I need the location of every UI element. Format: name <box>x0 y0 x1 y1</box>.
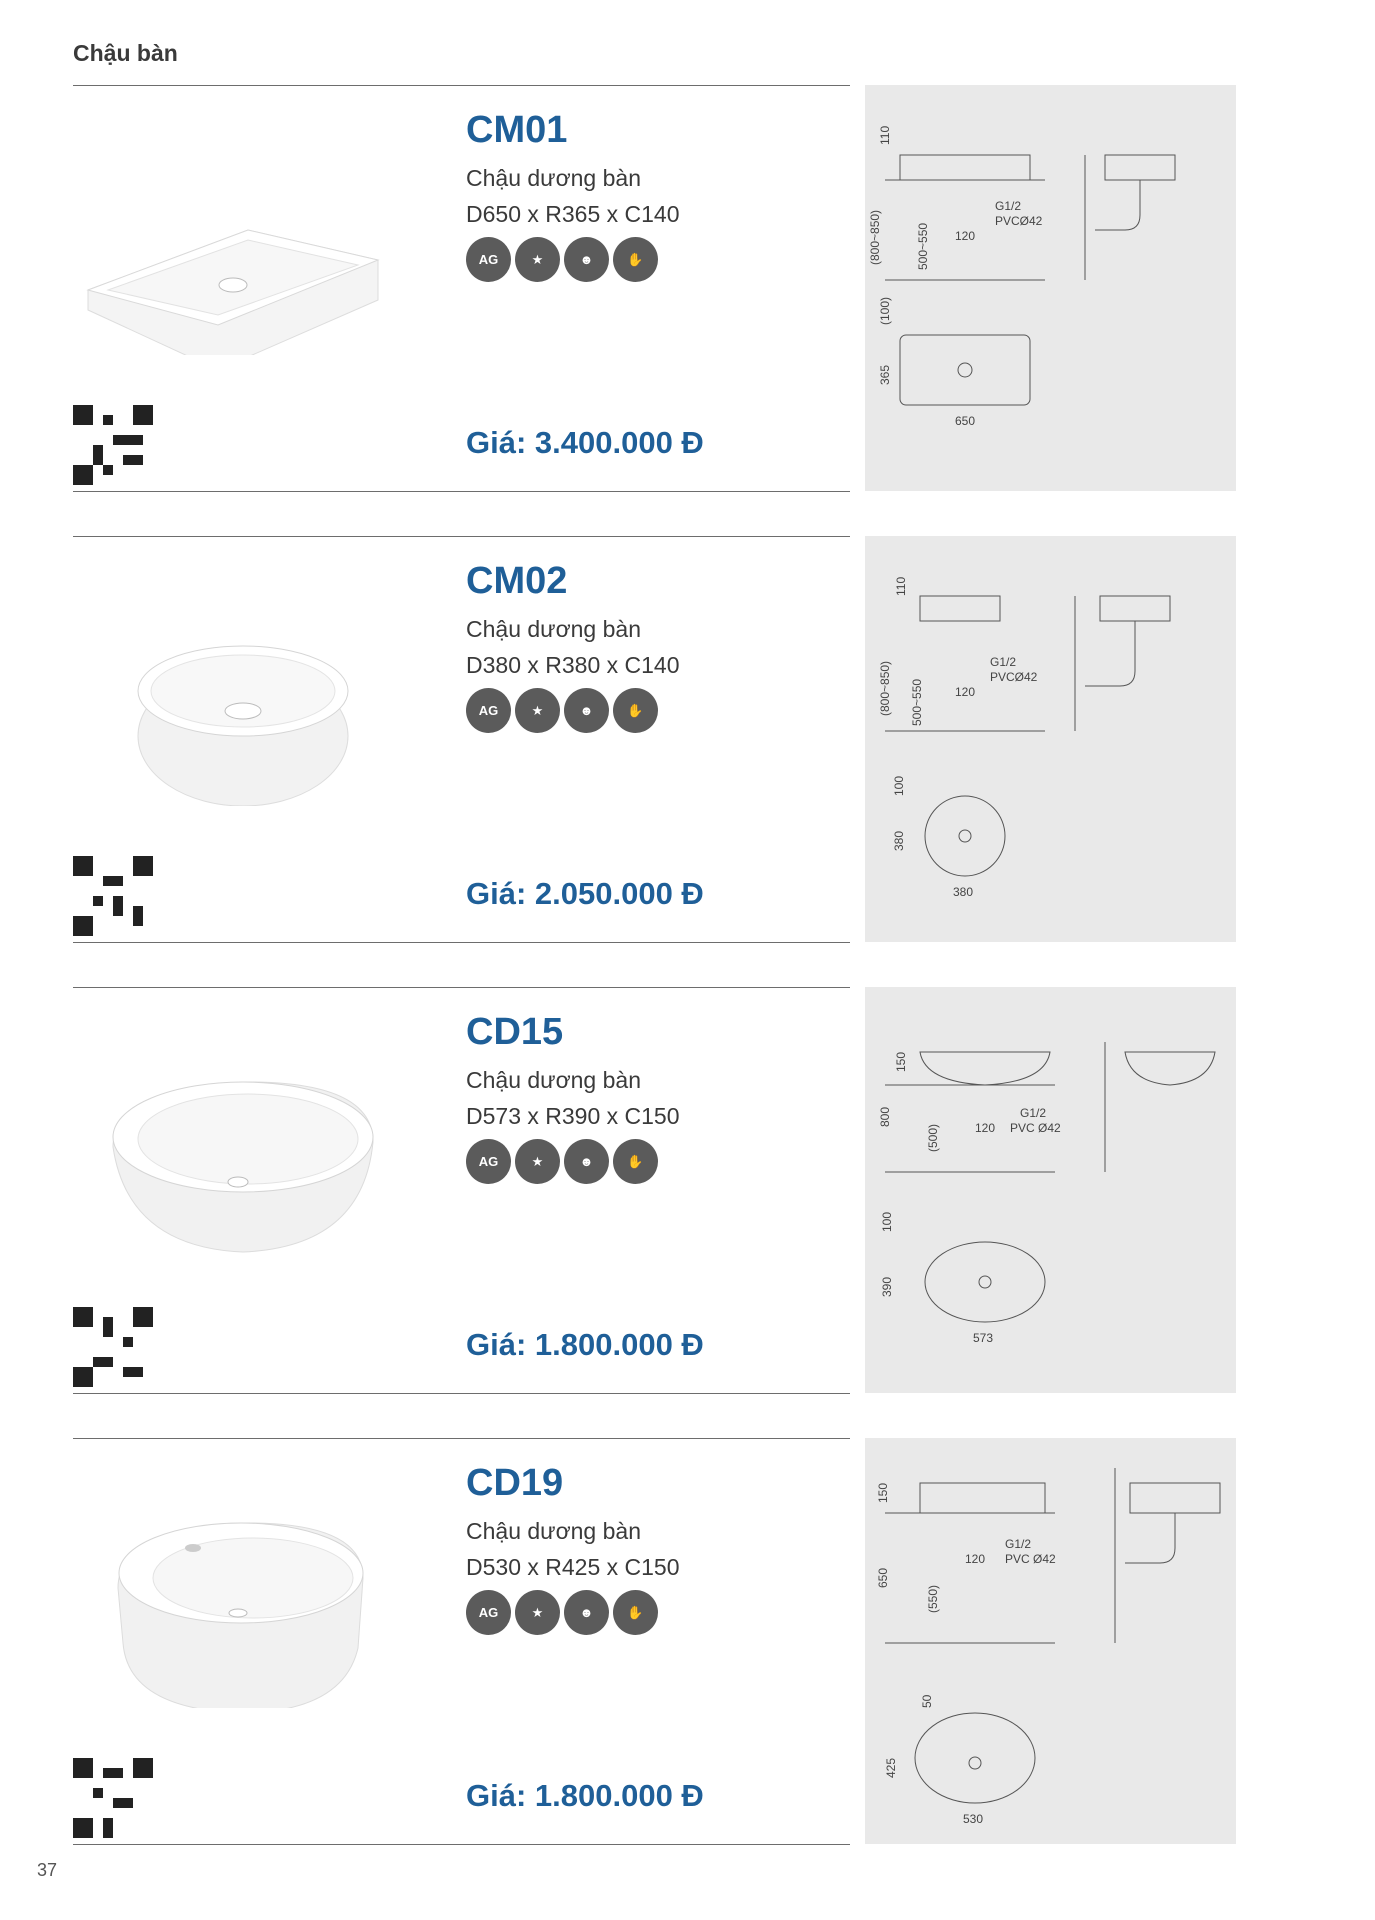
product-dimensions: D530 x R425 x C150 <box>466 1554 680 1580</box>
product-type: Chậu dương bàn <box>466 165 641 191</box>
hygiene-icon: ✋ <box>613 1139 658 1184</box>
dim-offset: 50 <box>920 1694 934 1708</box>
dim-h3: (550) <box>926 1584 940 1613</box>
dim-h4: 120 <box>975 1121 996 1135</box>
dim-pvc: PVC Ø42 <box>1005 1552 1056 1566</box>
dim-h4: 120 <box>955 229 976 243</box>
hygiene-icon: ✋ <box>613 688 658 733</box>
product-type: Chậu dương bàn <box>466 1067 641 1093</box>
ergonomic-icon: ☻ <box>564 1590 609 1635</box>
dim-width: 650 <box>955 414 976 428</box>
technical-drawing <box>865 85 1236 491</box>
easy-clean-icon: ★ <box>515 688 560 733</box>
dim-offset: (100) <box>878 296 892 325</box>
feature-badges <box>466 1139 658 1184</box>
basin-photo <box>73 1478 403 1708</box>
basin-photo <box>73 1027 403 1257</box>
qr-code <box>73 1307 153 1387</box>
product-cd15 <box>0 987 1375 1397</box>
ag-ceramic-icon: AG <box>466 688 511 733</box>
dim-h1: 110 <box>894 576 908 596</box>
section-title: Chậu bàn <box>73 40 178 66</box>
ergonomic-icon: ☻ <box>564 688 609 733</box>
product-price: Giá: 1.800.000 Đ <box>466 1778 704 1813</box>
basin-photo <box>73 125 403 355</box>
product-dimensions: D650 x R365 x C140 <box>466 201 680 227</box>
dim-h2: 650 <box>876 1567 890 1588</box>
dim-depth: 365 <box>878 364 892 385</box>
product-price: Giá: 3.400.000 Đ <box>466 425 704 460</box>
dim-h3: 500~550 <box>916 222 930 270</box>
divider <box>73 85 850 86</box>
product-dimensions: D380 x R380 x C140 <box>466 652 680 678</box>
product-type: Chậu dương bàn <box>466 616 641 642</box>
dim-g: G1/2 <box>1005 1537 1032 1551</box>
dim-g: G1/2 <box>995 199 1022 213</box>
dim-h1: 150 <box>876 1482 890 1503</box>
product-description <box>466 1062 680 1134</box>
ag-ceramic-icon: AG <box>466 1590 511 1635</box>
divider <box>73 1393 850 1394</box>
qr-code <box>73 405 153 485</box>
product-cm02 <box>0 536 1375 946</box>
product-type: Chậu dương bàn <box>466 1518 641 1544</box>
dim-offset: 100 <box>880 1211 894 1232</box>
qr-code <box>73 1758 153 1838</box>
qr-code <box>73 856 153 936</box>
product-price: Giá: 1.800.000 Đ <box>466 1327 704 1362</box>
dim-h2: (800~850) <box>878 660 892 716</box>
easy-clean-icon: ★ <box>515 1139 560 1184</box>
ag-ceramic-icon: AG <box>466 237 511 282</box>
divider <box>73 536 850 537</box>
product-dimensions: D573 x R390 x C150 <box>466 1103 680 1129</box>
dim-width: 573 <box>973 1331 994 1345</box>
technical-drawing <box>865 1438 1236 1844</box>
dim-depth: 425 <box>884 1757 898 1778</box>
feature-badges <box>466 1590 658 1635</box>
dim-h4: 120 <box>955 685 976 699</box>
ergonomic-icon: ☻ <box>564 1139 609 1184</box>
basin-photo <box>73 576 403 806</box>
product-description <box>466 160 680 232</box>
divider <box>73 491 850 492</box>
dim-h1: 150 <box>894 1051 908 1072</box>
divider <box>73 1844 850 1845</box>
dim-h3: 500~550 <box>910 678 924 726</box>
product-cd19 <box>0 1438 1375 1848</box>
page-number: 37 <box>37 1860 58 1880</box>
dim-h4: 120 <box>965 1552 986 1566</box>
product-description <box>466 611 680 683</box>
easy-clean-icon: ★ <box>515 1590 560 1635</box>
hygiene-icon: ✋ <box>613 237 658 282</box>
technical-drawing <box>865 536 1236 942</box>
dim-pvc: PVCØ42 <box>990 670 1038 684</box>
product-code: CM01 <box>466 109 568 151</box>
technical-drawing <box>865 987 1236 1393</box>
dim-h1: 110 <box>878 125 892 145</box>
product-code: CD15 <box>466 1011 564 1053</box>
dim-depth: 390 <box>880 1276 894 1297</box>
dim-width: 530 <box>963 1812 984 1826</box>
dim-h2: (800~850) <box>868 209 882 265</box>
feature-badges <box>466 237 658 282</box>
product-price: Giá: 2.050.000 Đ <box>466 876 704 911</box>
product-code: CD19 <box>466 1462 564 1504</box>
ergonomic-icon: ☻ <box>564 237 609 282</box>
divider <box>73 942 850 943</box>
feature-badges <box>466 688 658 733</box>
easy-clean-icon: ★ <box>515 237 560 282</box>
dim-depth: 380 <box>892 830 906 851</box>
hygiene-icon: ✋ <box>613 1590 658 1635</box>
product-code: CM02 <box>466 560 568 602</box>
product-description <box>466 1513 680 1585</box>
dim-offset: 100 <box>892 775 906 796</box>
product-cm01 <box>0 85 1375 495</box>
divider <box>73 1438 850 1439</box>
dim-h3: (500) <box>926 1123 940 1152</box>
dim-width: 380 <box>953 885 974 899</box>
dim-g: G1/2 <box>990 655 1017 669</box>
dim-pvc: PVC Ø42 <box>1010 1121 1061 1135</box>
dim-h2: 800 <box>878 1106 892 1127</box>
ag-ceramic-icon: AG <box>466 1139 511 1184</box>
dim-g: G1/2 <box>1020 1106 1047 1120</box>
divider <box>73 987 850 988</box>
dim-pvc: PVCØ42 <box>995 214 1043 228</box>
